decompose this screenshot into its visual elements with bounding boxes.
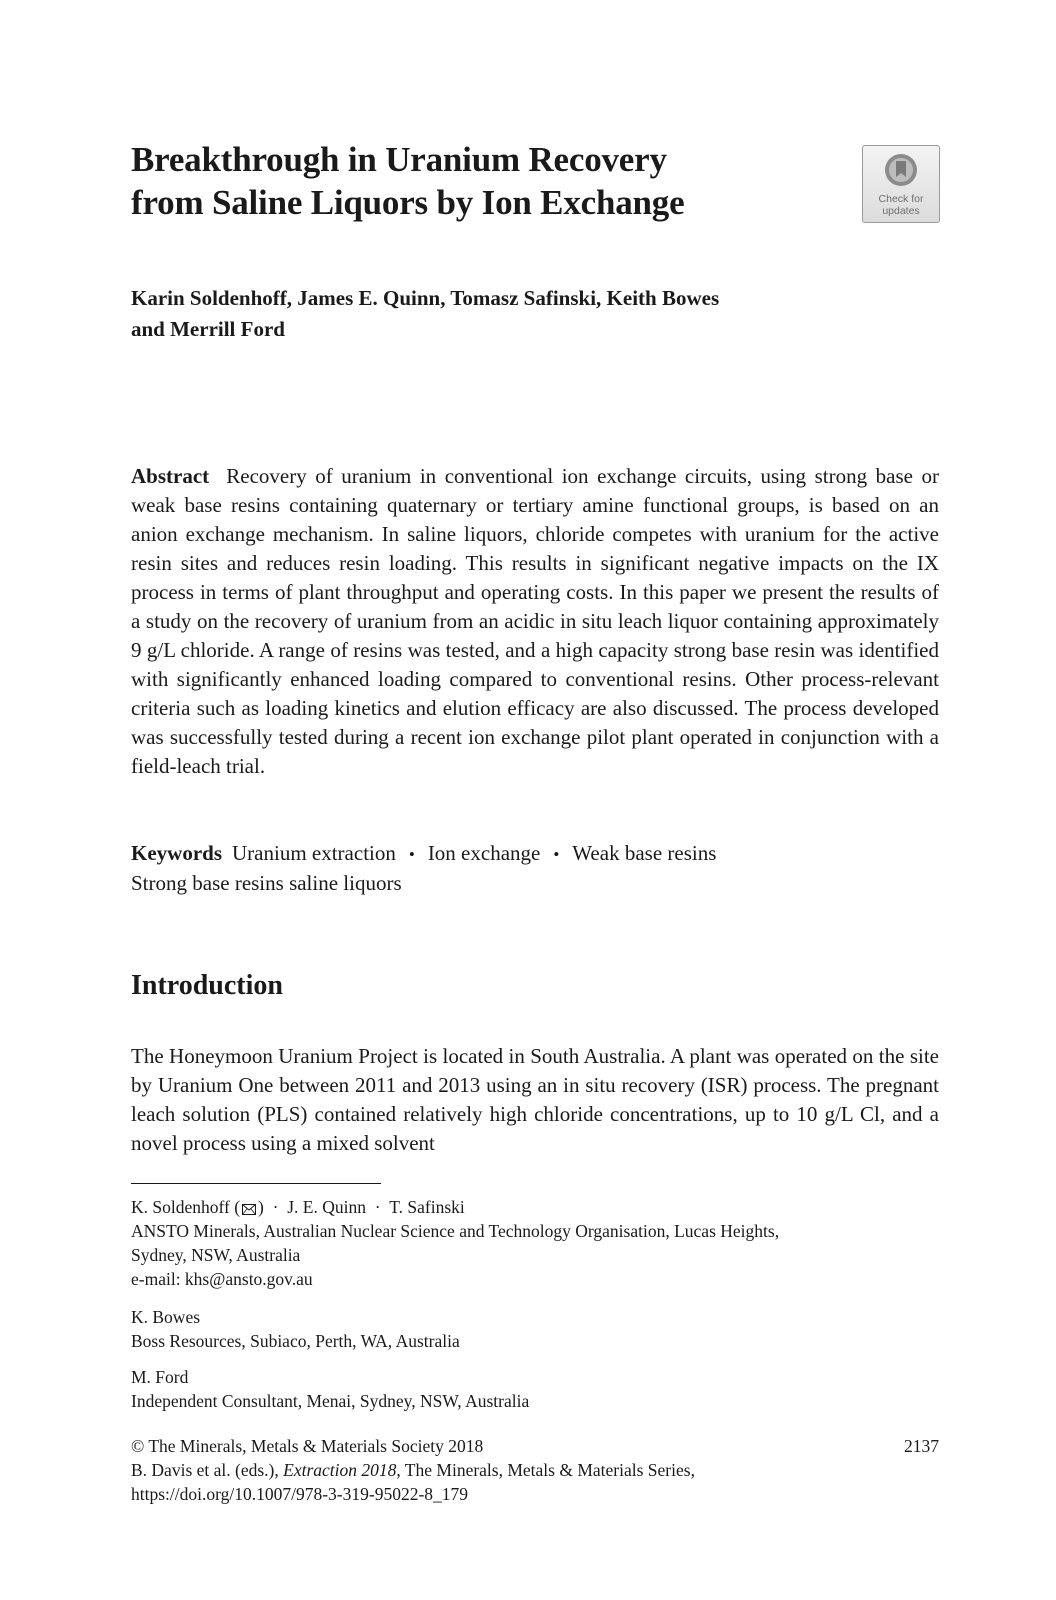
title-line-1: Breakthrough in Uranium Recovery [131,140,667,179]
keyword-item: Ion exchange [427,841,541,865]
affiliation-institution: ANSTO Minerals, Australian Nuclear Science and Technology Organisation, Lucas Heights, [131,1221,780,1241]
keywords [131,839,939,898]
affiliation-authors: K. Soldenhoff ( ) · J. E. Quinn · T. Safinski [131,1197,465,1217]
check-for-updates-badge[interactable] [862,145,940,223]
author-list [131,283,851,345]
copyright-line: © The Minerals, Metals & Materials Society 2018 [131,1436,484,1456]
copyright-block [131,1434,939,1506]
affiliation-institution: Boss Resources, Subiaco, Perth, WA, Australia [131,1331,460,1351]
authors-line-1: Karin Soldenhoff, James E. Quinn, Tomasz Safinski, Keith Bowes [131,286,720,310]
doi-link[interactable]: https://doi.org/10.1007/978-3-319-95022-8_179 [131,1484,469,1504]
affiliation-institution: Independent Consultant, Menai, Sydney, NSW, Australia [131,1391,530,1411]
keywords-heading: Keywords [131,841,222,865]
author-name: T. Safinski [389,1197,465,1217]
authors-line-2: and Merrill Ford [131,317,285,341]
keyword-item: Weak base resins [572,841,717,865]
introduction-text: The Honeymoon Uranium Project is located in South Australia. A plant was operated on the site by Uranium One between 2011 and 2013 using an in situ recovery (ISR) process. The pregnant leach solution (PLS) contained relatively high chloride concentrations, up to 10 g/L Cl, and a novel process using a mixed solvent [131,1044,939,1155]
page-number: 2137 [904,1436,939,1456]
envelope-icon [242,1204,256,1215]
bullet-separator: • [553,845,560,864]
corresponding-email[interactable]: e-mail: khs@ansto.gov.au [131,1269,313,1289]
footnote-rule [131,1183,381,1184]
author-name: M. Ford [131,1367,189,1387]
title-line-2: from Saline Liquors by Ion Exchange [131,183,685,222]
citation-prefix: B. Davis et al. (eds.), [131,1460,284,1480]
author-name: J. E. Quinn [287,1197,366,1217]
bullet-separator: • [408,845,415,864]
abstract-text: Recovery of uranium in conventional ion exchange circuits, using strong base or weak base resins containing quaternary or tertiary amine functional groups, is based on an anion exchange mechanism. In saline liquors, chloride competes with uranium for the active resin sites and reduces resin loading. This results in significant negative impacts on the IX process in terms of plant throughput and operating costs. In this paper we present the results of a study on the recovery of uranium from an acidic in situ leach liquor containing approximately 9 g/L chloride. A range of resins was tested, and a high capacity strong base resin was identified with significantly enhanced loading compared to conventional resins. Other process-relevant criteria such as loading kinetics and elution efficacy are also discussed. The process developed was successfully tested during a recent ion exchange pilot plant operated in conjunction with a field-leach trial. [131,464,939,778]
keyword-item: Strong base resins saline liquors [131,871,402,895]
keyword-item: Uranium extraction [232,841,396,865]
section-heading-introduction: Introduction [131,970,283,1001]
citation-line [131,1458,939,1482]
citation-suffix: , The Minerals, Metals & Materials Series, [396,1460,695,1480]
bookmark-icon [883,152,919,188]
affiliation-independent [131,1365,939,1413]
affiliation-boss-resources [131,1305,939,1353]
affiliation-location: Sydney, NSW, Australia [131,1245,301,1265]
abstract [131,462,939,781]
book-title: Extraction 2018 [283,1460,397,1480]
paper-title [131,138,791,224]
badge-label-2: updates [882,205,920,217]
author-name: K. Soldenhoff [131,1197,230,1217]
affiliation-ansto [131,1195,939,1291]
author-name: K. Bowes [131,1307,201,1327]
badge-label-1: Check for [878,193,924,205]
abstract-heading: Abstract [131,464,210,488]
